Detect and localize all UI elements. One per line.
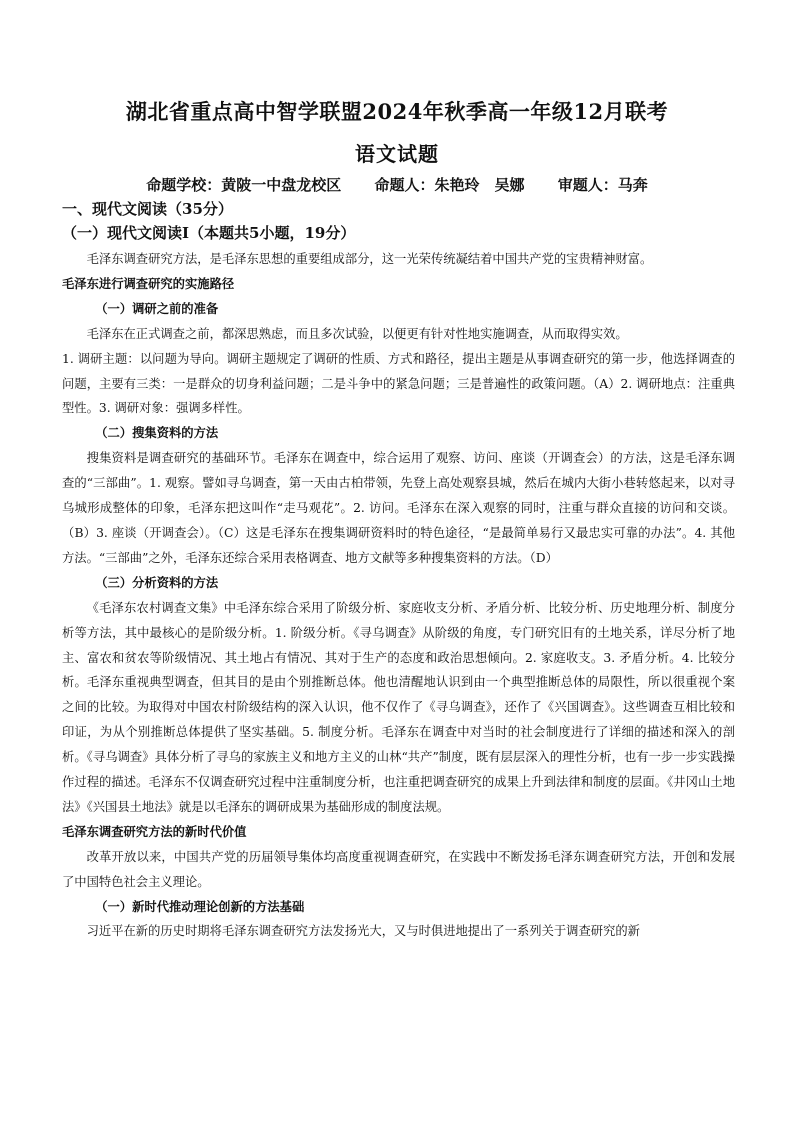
exam-subject: 语文试题 xyxy=(355,142,439,166)
passage-subheading: （二）搜集资料的方法 xyxy=(95,425,219,441)
credits-line xyxy=(0,174,794,195)
passage-heading: 毛泽东调查研究方法的新时代价值 xyxy=(62,823,247,839)
passage-subheading: （一）调研之前的准备 xyxy=(95,300,219,316)
subsection-heading: （一）现代文阅读Ⅰ（本题共5小题，19分） xyxy=(62,224,356,242)
credit-authors: 命题人：朱艳玲 吴娜 xyxy=(374,176,525,194)
paragraph: 毛泽东在正式调查之前，都深思熟虑，而且多次试验，以便更有针对性地实施调查，从而取得实效。 xyxy=(86,326,628,341)
exam-title: 湖北省重点高中智学联盟2024年秋季高一年级12月联考 xyxy=(125,99,669,124)
paragraph: 改革开放以来，中国共产党的历届领导集体均高度重视调查研究，在实践中不断发扬毛泽东调查研究方法，开创和发展了中国特色社会主义理论。 xyxy=(62,849,735,889)
credit-school: 命题学校：黄陂一中盘龙校区 xyxy=(146,176,342,194)
passage-heading: 毛泽东进行调查研究的实施路径 xyxy=(62,275,235,291)
paragraph: 习近平在新的历史时期将毛泽东调查研究方法发扬光大，又与时俱进地提出了一系列关于调查研究的新 xyxy=(86,924,640,939)
passage-subheading: （三）分析资料的方法 xyxy=(95,574,219,590)
paragraph: 1. 调研主题：以问题为导向。调研主题规定了调研的性质、方式和路径，提出主题是从事调查研究的第一步，他选择调查的问题，主要有三类：一是群众的切身利益问题；二是斗争中的紧急问题；三是普遍性的政策问题。（A）2. 调研地点：注重典型性。3. 调研对象：强调多样性。 xyxy=(62,351,735,416)
paragraph: 毛泽东调查研究方法，是毛泽东思想的重要组成部分，这一光荣传统凝结着中国共产党的宝贵精神财富。 xyxy=(86,252,653,266)
section-heading: 一、现代文阅读（35分） xyxy=(62,200,233,218)
reading-passage xyxy=(62,247,735,944)
passage-subheading: （一）新时代推动理论创新的方法基础 xyxy=(95,898,305,914)
paragraph: 搜集资料是调查研究的基础环节。毛泽东在调查中，综合运用了观察、访问、座谈（开调查会）的方法，这是毛泽东调查的“三部曲”。1. 观察。譬如寻乌调查，第一天由古柏带领，先登上高处观察县城，然后在城内大街小巷转悠起来，以对寻乌城形成整体的印象，毛泽东把这叫作“走马观花”。2. 访问。毛泽东在深入观察的同时，注重与群众直接的访问和交谈。（B）3. 座谈（开调查会）。（C）这是毛泽东在搜集调研资料时的特色途径，“是最简单易行又最忠实可靠的办法”。4. 其他方法。“三部曲”之外，毛泽东还综合采用表格调查、地方文献等多种搜集资料的方法。（D） xyxy=(62,451,735,565)
credit-reviewer: 审题人：马奔 xyxy=(557,176,648,194)
paragraph: 《毛泽东农村调查文集》中毛泽东综合采用了阶级分析、家庭收支分析、矛盾分析、比较分析、历史地理分析、制度分析等方法，其中最核心的是阶级分析。1. 阶级分析。《寻乌调查》从阶级的角度，专门研究旧有的土地关系，详尽分析了地主、富农和贫农等阶级情况、其土地占有情况、其对于生产的态度和政治思想倾向。2. 家庭收支。3. 矛盾分析。4. 比较分析。毛泽东重视典型调查，但其目的是由个别推断总体。他也清醒地认识到由一个典型推断总体的局限性，所以很重视个案之间的比较。为取得对中国农村阶级结构的深入认识，他不仅作了《寻乌调查》，还作了《兴国调查》。这些调查互相比较和印证，为从个别推断总体提供了坚实基础。5. 制度分析。毛泽东在调查中对当时的社会制度进行了详细的描述和深入的剖析。《寻乌调查》具体分析了寻乌的家族主义和地方主义的山林“共产”制度，既有层层深入的理性分析，也有一步一步实践操作过程的描述。毛泽东不仅调查研究过程中注重制度分析，也注重把调查研究的成果上升到法律和制度的层面。《井冈山土地法》《兴国县土地法》就是以毛泽东的调研成果为基础形成的制度法规。 xyxy=(62,600,735,814)
